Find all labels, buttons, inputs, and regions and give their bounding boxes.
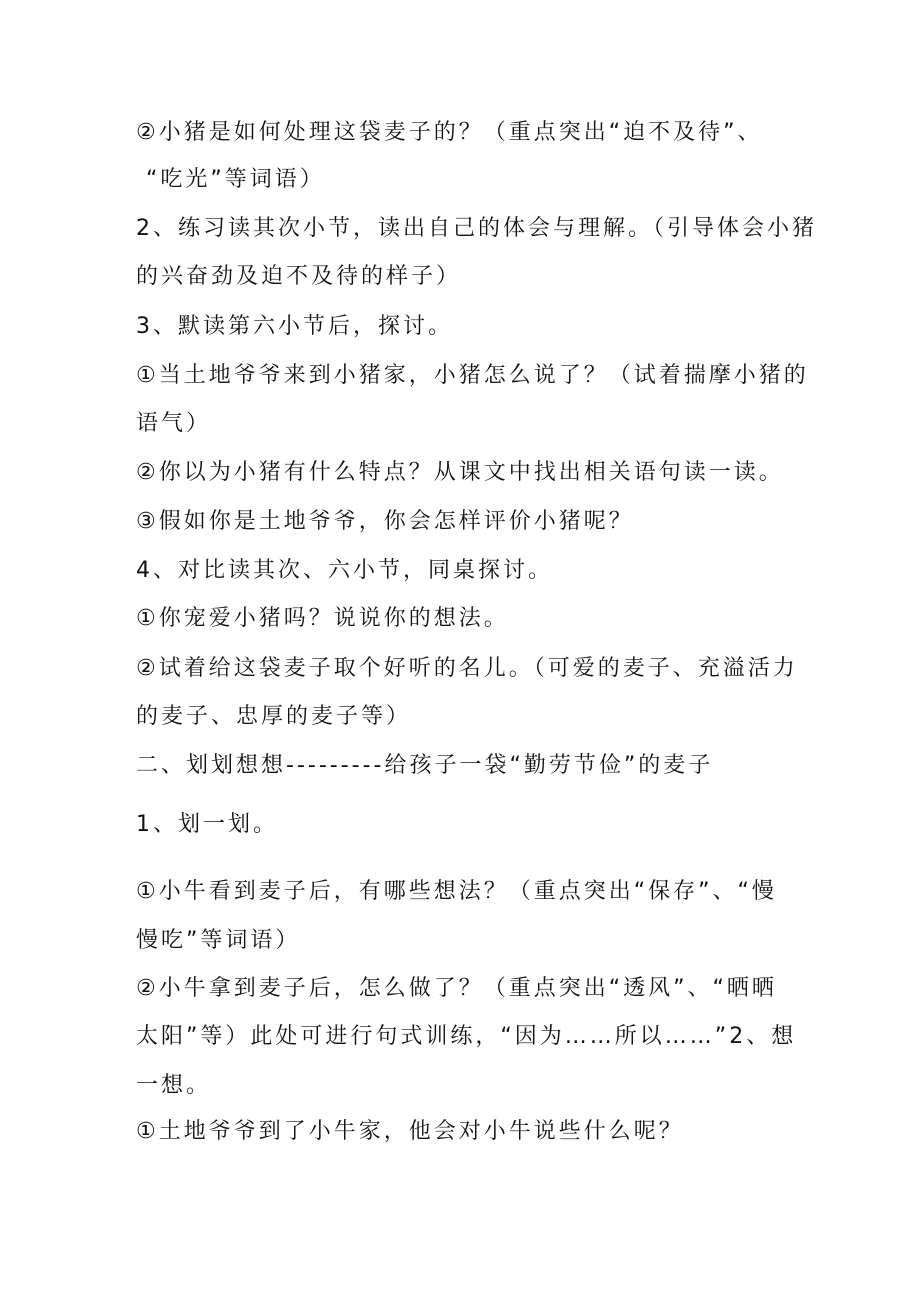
text-line: ②小猪是如何处理这袋麦子的？（重点突出“迫不及待”、 (136, 120, 763, 145)
text-line: ②试着给这袋麦子取个好听的名儿。（可爱的麦子、充溢活力 (136, 656, 798, 681)
text-line: ①小牛看到麦子后，有哪些想法？（重点突出“保存”、“慢 (136, 879, 777, 904)
text-line: 的兴奋劲及迫不及待的样子） (136, 264, 462, 289)
text-line: ③假如你是土地爷爷，你会怎样评价小猪呢？ (136, 509, 634, 534)
text-line: 4、对比读其次、六小节，同桌探讨。 (136, 558, 553, 583)
section-heading: 二、划划想想---------给孩子一袋“勤劳节俭”的麦子 (136, 753, 714, 778)
text-line: 语气） (136, 411, 212, 436)
text-line: 1、划一划。 (136, 812, 278, 837)
text-line: 2、练习读其次小节，读出自己的体会与理解。（引导体会小猪 (136, 216, 817, 241)
text-line: 的麦子、忠厚的麦子等） (136, 704, 412, 729)
text-line: ②你以为小猪有什么特点？从课文中找出相关语句读一读。 (136, 460, 784, 485)
text-line: 一想。 (136, 1073, 212, 1098)
text-line: ①土地爷爷到了小牛家，他会对小牛说些什么呢？ (136, 1119, 684, 1144)
text-line: ①你宠爱小猪吗？说说你的想法。 (136, 606, 509, 631)
text-line: ①当土地爷爷来到小猪家，小猪怎么说了？（试着揣摩小猪的 (136, 363, 809, 388)
text-line: 慢吃”等词语） (136, 928, 301, 953)
text-line: 太阳”等）此处可进行句式训练，“因为……所以……”2、想 (136, 1024, 797, 1049)
text-line: ②小牛拿到麦子后，怎么做了？（重点突出“透风”、“晒晒 (136, 976, 777, 1001)
text-line: 3、默读第六小节后，探讨。 (136, 314, 453, 339)
text-line: “吃光”等词语） (146, 167, 325, 192)
